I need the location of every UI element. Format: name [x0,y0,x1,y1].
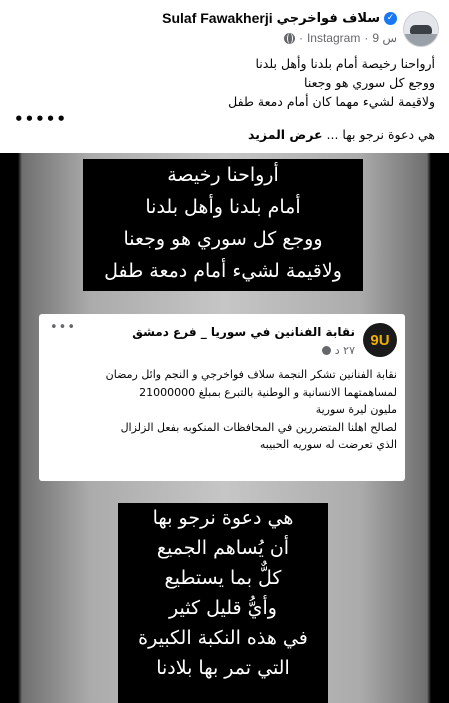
post-time[interactable]: 9 س [372,31,397,45]
post-text-line: ولاقيمة لشيء مهما كان أمام دمعة طفل [228,94,435,109]
globe-icon [284,33,295,44]
card-meta [322,344,355,357]
image-text-line: أن يُساهم الجميع [156,537,290,559]
syndicate-logo: 9U [363,323,397,357]
image-text-line: التي تمر بها بلادنا [156,657,290,679]
post-text [15,54,435,111]
card-page-name: نقابة الفنانين في سوريا _ فرع دمشق [132,325,355,339]
author-name-latin[interactable]: Sulaf Fawakherji [162,10,273,26]
globe-icon [322,346,331,355]
avatar-road [404,34,438,46]
meta-separator-2: · [364,31,369,45]
image-text-line: ولاقيمة لشيء أمام دمعة طفل [104,260,342,282]
card-body-line: لصالح اهلنا المتضررين في المحافظات المنكوبه بفعل الزلزال [120,420,397,434]
card-body-line: الذي تعرضت له سوريه الحبيبه [259,438,397,451]
card-body [45,366,397,454]
image-text-line: أرواحنا رخيصة [167,164,279,186]
invite-line [248,127,435,142]
author-avatar[interactable] [403,11,439,47]
more-options-icon[interactable]: ••••• [14,110,67,128]
post-text-line: ووجع كل سوري هو وجعنا [304,75,435,90]
post-text-line: أرواحنا رخيصة أمام بلدنا وأهل بلدنا [255,56,435,71]
post-source: Instagram [306,31,361,45]
image-top-text-box [83,159,363,291]
image-bottom-text-box [118,503,328,703]
invite-text: هي دعوة نرجو بها ... [326,127,435,142]
author-name-arabic[interactable]: سلاف فواخرجي [276,10,380,26]
author-name-row[interactable] [162,10,397,26]
embedded-post-card [39,314,405,481]
see-more-link[interactable]: عرض المزيد [248,127,323,142]
image-text-line: هي دعوة نرجو بها [152,507,294,529]
image-text-line: أمام بلدنا وأهل بلدنا [145,196,301,218]
post-meta [284,31,397,45]
image-text-line: ووجع كل سوري هو وجعنا [123,228,323,250]
verified-badge-icon: ✓ [384,12,397,25]
card-body-line: مليون ليرة سورية [315,403,397,416]
image-text-line: في هذه النكبة الكبيرة [138,627,308,649]
image-text-line: كلٌّ بما يستطيع [164,567,282,589]
card-body-line: نقابة الفنانين تشكر النجمة سلاف فواخرجي و النجم وائل رمضان [105,368,397,381]
card-body-line: لمساهمتهما الانسانية و الوطنية بالتبرع بمبلغ 21000000 [139,385,397,399]
card-time: ٢٧ د [334,344,355,357]
card-more-icon: ••• [50,320,77,335]
meta-separator: · [298,31,303,45]
image-text-line: وأيُّ قليل كثير [169,597,277,619]
avatar-car [410,25,432,34]
